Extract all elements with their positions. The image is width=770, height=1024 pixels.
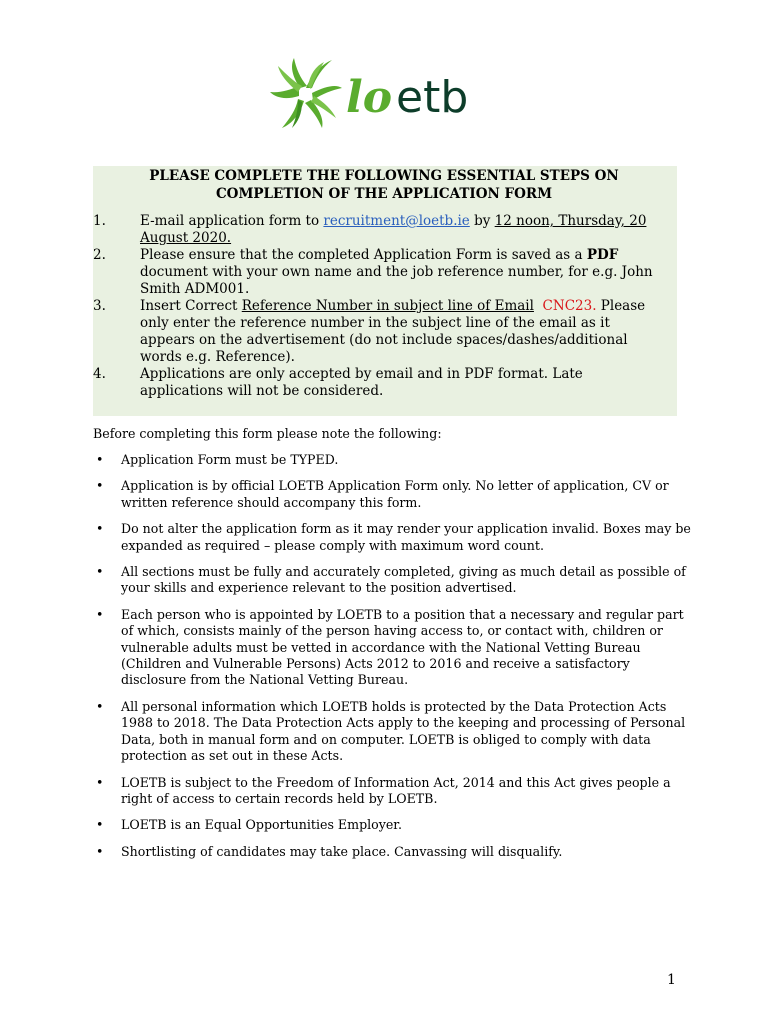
bullet-icon: • — [96, 606, 104, 622]
step-text-part: Please ensure that the completed Application Form is saved as a — [140, 247, 587, 263]
step-item — [93, 213, 667, 247]
steps-title — [93, 166, 667, 203]
steps-list — [93, 213, 667, 400]
bullet-icon: • — [96, 843, 104, 859]
list-item — [93, 452, 693, 468]
email-link[interactable]: recruitment@loetb.ie — [323, 213, 470, 229]
bullet-icon: • — [96, 452, 104, 467]
list-item — [93, 844, 693, 860]
notes-list — [93, 452, 693, 870]
step-number: 4. — [93, 366, 106, 382]
list-item — [93, 775, 693, 808]
list-item-text: Application is by official LOETB Application Form only. No letter of application, CV or written reference should accompany this form. — [121, 478, 669, 510]
bullet-icon: • — [96, 521, 104, 537]
bullet-icon: • — [96, 478, 104, 494]
bullet-icon: • — [96, 774, 104, 790]
reference-instruction: Reference Number in subject line of Email — [241, 298, 534, 314]
list-item — [93, 521, 693, 554]
steps-title-line1: PLEASE COMPLETE THE FOLLOWING ESSENTIAL STEPS ON — [149, 168, 619, 184]
list-item-text: Each person who is appointed by LOETB to a position that a necessary and regular part of which, consists mainly of the person having access to, or contact with, children or vulnerable adults must be vetted in accordance with the National Vetting Bureau (Children and Vulnerable Persons) Acts 2012 to 2016 and receive a satisfactory disclosure from the National Vetting Bureau. — [121, 606, 684, 688]
swirl-icon — [270, 58, 342, 128]
essential-steps-box — [93, 166, 677, 416]
step-number: 2. — [93, 247, 106, 263]
step-text-part: document with your own name and the job reference number, for e.g. John Smith ADM001. — [140, 264, 653, 297]
bullet-icon: • — [96, 817, 104, 833]
step-item — [93, 247, 667, 298]
step-text — [140, 247, 667, 298]
note-intro: Before completing this form please note the following: — [93, 426, 442, 441]
step-item — [93, 366, 667, 400]
step-number: 1. — [93, 213, 106, 229]
page-number: 1 — [667, 972, 676, 988]
steps-title-line2: COMPLETION OF THE APPLICATION FORM — [215, 186, 553, 202]
list-item — [93, 478, 693, 511]
list-item-text: Do not alter the application form as it may render your application invalid. Boxes may be expanded as required – please comply with maximum word count. — [121, 521, 691, 553]
list-item — [93, 817, 693, 833]
list-item — [93, 607, 693, 689]
list-item-text: All sections must be fully and accurately completed, giving as much detail as possible of your skills and experience relevant to the position advertised. — [121, 564, 686, 596]
step-item — [93, 298, 667, 366]
step-text-part: E-mail application form to — [140, 213, 324, 229]
step-text-part: by — [469, 213, 495, 229]
reference-code: CNC23. — [542, 298, 597, 314]
list-item-text: LOETB is an Equal Opportunities Employer. — [121, 817, 402, 833]
bullet-icon: • — [96, 698, 104, 714]
list-item — [93, 699, 693, 765]
step-text: Applications are only accepted by email and in PDF format. Late applications will not be considered. — [140, 366, 583, 399]
bullet-icon: • — [96, 564, 104, 580]
list-item-text: Application Form must be TYPED. — [121, 452, 339, 467]
list-item-text: Shortlisting of candidates may take place. Canvassing will disqualify. — [121, 843, 563, 859]
loetb-logo — [268, 56, 504, 134]
logo-etb-text: etb — [396, 72, 469, 123]
loetb-logo-graphic — [268, 56, 504, 134]
step-text — [140, 213, 667, 247]
list-item-text: All personal information which LOETB holds is protected by the Data Protection Acts 1988 to 2018. The Data Protection Acts apply to the keeping and processing of Personal Data, both in manual form and on computer. LOETB is obliged to comply with data protection as set out in these Acts. — [121, 698, 686, 764]
pdf-bold-text: PDF — [586, 247, 619, 263]
step-text — [140, 298, 667, 366]
step-text-part: Please only enter the reference number in the subject line of the email as it appears on the advertisement (do not include spaces/dashes/additional words e.g. Reference). — [140, 298, 646, 365]
step-text-part: Insert Correct — [140, 298, 242, 314]
deadline-text: 12 noon, Thursday, 20 August 2020. — [140, 213, 647, 246]
list-item — [93, 564, 693, 597]
step-number: 3. — [93, 298, 106, 314]
list-item-text: LOETB is subject to the Freedom of Information Act, 2014 and this Act gives people a right of access to certain records held by LOETB. — [121, 774, 671, 806]
logo-lo-text: lo — [346, 72, 393, 123]
